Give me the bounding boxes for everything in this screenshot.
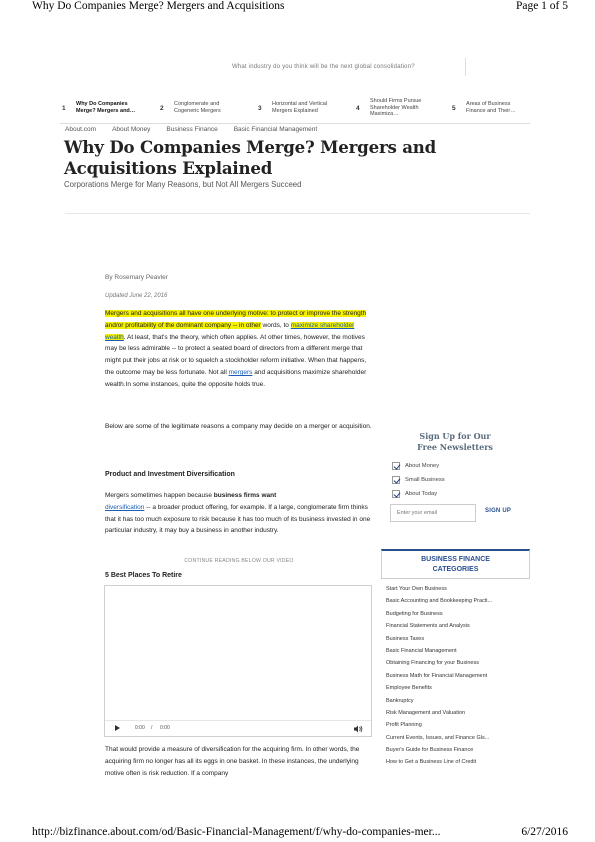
consolidation-question[interactable]: What industry do you think will be the next global consolidation? [232,64,415,70]
paragraph-text: and acquisitions maximize shareholder wealth.In some instances, quite the opposite holds true. [105,368,367,388]
question-divider [465,58,466,76]
video-controls [105,720,371,736]
series-item-number: 4 [356,104,360,112]
category-link[interactable]: Employee Benefits [386,685,432,692]
newsletter-option-about-money[interactable] [392,462,439,470]
video-time-separator: / [151,725,153,731]
category-link[interactable]: Business Taxes [386,635,425,642]
print-footer-date: 6/27/2016 [521,826,568,838]
paragraph-text: -- a broader product offering, for example. If a large, conglomerate firm thinks that it has too much exposure to risk because it has too much of its business invested in one particular industry, it may buy a business in another industry. [105,503,371,535]
section-heading: Product and Investment Diversification [105,471,235,478]
series-item-4[interactable] [356,95,432,121]
article-paragraph-2: Below are some of the legitimate reasons a company may decide on a merger or acquisition. [105,423,372,430]
email-field[interactable] [390,504,476,522]
series-item-label: Should Firms Pursue Shareholder Wealth Maximiza… [370,98,422,118]
newsletter-title-line1: Sign Up for Our [419,431,491,441]
diversification-link[interactable]: diversification [105,503,145,511]
newsletter-option-label: About Today [405,491,438,497]
checkbox-checked-icon[interactable] [392,476,400,484]
print-footer-url: http://bizfinance.about.com/od/Basic-Financial-Management/f/why-do-companies-mer... [32,826,441,838]
category-link[interactable]: Buyer's Guide for Business Finance [386,747,474,754]
category-link[interactable]: Profit Planning [386,722,422,729]
video-player[interactable] [104,585,372,737]
breadcrumb-about[interactable]: About.com [65,126,97,133]
category-link[interactable]: Start Your Own Business [386,586,447,592]
series-item-number: 2 [160,104,164,112]
series-item-label: Areas of Business Finance and Their… [466,101,516,114]
video-current-time: 0:00 [135,725,145,731]
paragraph-text: . At least, that's the theory, which often applies. At other times, however, the motives may be less admirable -- to protect a seated board of directors from a different merge that might put their jobs at risk or to squelch a stockholder reform initiative. When that happens, the outcome may be less fortunate. Not all [105,333,367,376]
paragraph-text: Mergers sometimes happen because [105,492,214,499]
article-series-nav [60,95,530,121]
print-header-title: Why Do Companies Merge? Mergers and Acquisitions [32,0,285,12]
continue-reading-label: CONTINUE READING BELOW OUR VIDEO [184,558,294,564]
series-item-5[interactable] [452,95,528,121]
category-link[interactable]: Current Events, Issues, and Finance Gls... [386,734,490,741]
print-footer [0,826,595,840]
highlighted-text: Mergers and acquisitions all have one underlying motive: to protect or improve the strength and/or profitability of the dominant company -- in other [105,310,367,329]
breadcrumb-basic-financial-management[interactable]: Basic Financial Management [233,126,318,133]
categories-header [381,549,530,579]
newsletter-title-line2: Free Newsletters [417,442,493,452]
article-paragraph-3 [105,490,373,537]
newsletter-option-small-business[interactable] [392,476,445,484]
print-header-page: Page 1 of 5 [515,0,568,12]
categories-list [386,583,531,769]
newsletter-option-label: Small Business [405,477,445,483]
series-item-number: 5 [452,104,456,112]
category-link[interactable]: Bankruptcy [386,697,414,704]
series-item-2[interactable] [160,95,236,121]
newsletter-title [390,431,520,453]
page-title: Why Do Companies Merge? Mergers and Acquisitions Explained [64,137,437,178]
category-link[interactable]: Basic Financial Management [386,647,457,654]
play-icon[interactable] [115,725,120,731]
category-link[interactable]: Financial Statements and Analysis [386,623,470,630]
maximize-shareholder-wealth-link[interactable]: maximize shareholder wealth [105,321,355,341]
categories-title-line2: CATEGORIES [432,565,479,573]
mergers-link[interactable]: mergers [228,368,253,376]
category-link[interactable]: Basic Accounting and Bookkeeping Practi... [386,598,493,605]
newsletter-option-label: About Money [405,463,440,469]
category-link[interactable]: Risk Management and Valuation [386,709,466,716]
series-item-1[interactable] [62,95,138,121]
series-nav-divider [60,123,530,124]
breadcrumb [65,126,333,133]
updated-date: Updated June 22, 2016 [105,293,168,299]
category-link[interactable]: Budgeting for Business [386,610,443,617]
checkbox-checked-icon[interactable] [392,490,400,498]
volume-icon[interactable] [354,725,363,733]
breadcrumb-about-money[interactable]: About Money [112,126,151,133]
categories-title [382,555,529,574]
author-byline[interactable]: By Rosemary Peavler [105,274,168,281]
page-subtitle: Corporations Merge for Many Reasons, but Not All Mergers Succeed [64,180,302,189]
checkbox-checked-icon[interactable] [392,462,400,470]
print-header [0,0,595,14]
title-divider [65,213,530,214]
series-item-3[interactable] [258,95,334,121]
series-item-number: 1 [62,104,66,112]
article-paragraph-1 [105,308,373,391]
bold-text: business firms want [213,492,277,499]
sign-up-button[interactable]: SIGN UP [485,508,512,514]
newsletter-option-about-today[interactable] [392,490,437,498]
video-duration: 0:00 [160,725,170,731]
series-item-label: Why Do Companies Merge? Mergers and… [76,101,136,114]
series-item-label: Horizontal and Vertical Mergers Explained [272,101,328,114]
article-paragraph-4: That would provide a measure of diversification for the acquiring firm. In other words, the acquiring firm no longer has all its eggs in one basket. In these instances, the underlying motive often is risk reduction. If a company [105,746,360,777]
categories-title-line1: BUSINESS FINANCE [421,556,490,563]
paragraph-text: words, to [260,321,291,329]
series-item-number: 3 [258,104,262,112]
category-link[interactable]: How to Get a Business Line of Credit [386,759,477,766]
video-title: 5 Best Places To Retire [105,572,182,579]
category-link[interactable]: Obtaining Financing for your Business [386,660,479,667]
breadcrumb-business-finance[interactable]: Business Finance [166,126,218,133]
category-link[interactable]: Business Math for Financial Management [386,672,488,679]
series-item-label: Conglomerate and Cogeneric Mergers [174,101,221,114]
